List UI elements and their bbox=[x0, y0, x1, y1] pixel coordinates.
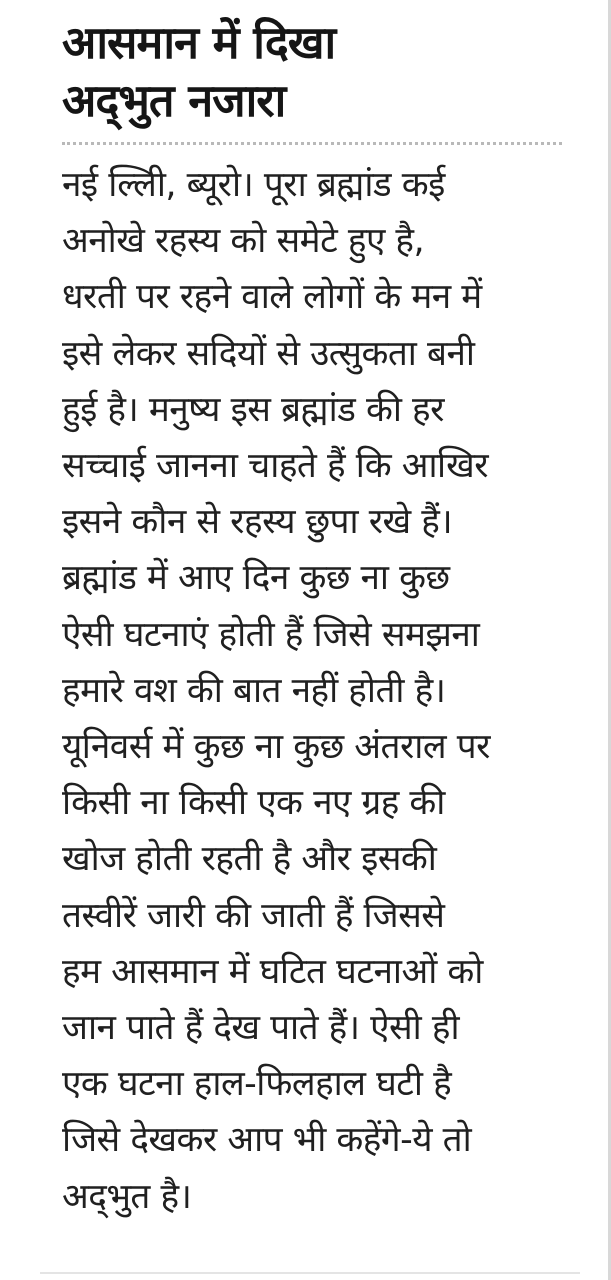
body-line: ब्रह्मांड में आए दिन कुछ ना कुछ bbox=[62, 558, 450, 599]
body-line: अनोखे रहस्य को समेटे हुए है, bbox=[62, 221, 425, 262]
body-line: हुई है। मनुष्य इस ब्रह्मांड की हर bbox=[62, 389, 444, 430]
body-line: यूनिवर्स में कुछ ना कुछ अंतराल पर bbox=[62, 727, 490, 768]
body-line: एक घटना हाल-फिलहाल घटी है bbox=[62, 1064, 452, 1105]
body-line: अद्‌भुत है। bbox=[62, 1176, 192, 1217]
body-line: इसे लेकर सदियों से उत्सुकता बनी bbox=[62, 333, 475, 374]
headline-line-1: आसमान में दिखा bbox=[62, 16, 336, 69]
body-line: ऐसी घटनाएं होती हैं जिसे समझना bbox=[62, 614, 480, 655]
body-line: जान पाते हैं देख पाते हैं। ऐसी ही bbox=[62, 1008, 460, 1049]
body-line: तस्वीरें जारी की जाती हैं जिससे bbox=[62, 895, 445, 936]
body-line: किसी ना किसी एक नए ग्रह की bbox=[62, 783, 445, 824]
headline bbox=[62, 14, 591, 130]
body-line: जिसे देखकर आप भी कहेंगे-ये तो bbox=[62, 1120, 472, 1161]
page-bottom-edge bbox=[40, 1272, 580, 1274]
body-line: हमारे वश की बात नहीं होती है। bbox=[62, 670, 446, 711]
body-line: सच्चाई जानना चाहते हैं कि आखिर bbox=[62, 446, 489, 487]
body-line: इसने कौन से रहस्य छुपा रखे हैं। bbox=[62, 502, 453, 543]
body-line: हम आसमान में घटित घटनाओं को bbox=[62, 951, 483, 992]
body-line: नई ल्लिी, ब्यूरो। पूरा ब्रह्मांड कई bbox=[62, 165, 445, 205]
article-body bbox=[62, 157, 591, 1225]
dotted-divider bbox=[62, 142, 562, 145]
headline-line-2: अद्‌भुत नजारा bbox=[62, 74, 286, 127]
body-line: धरती पर रहने वाले लोगों के मन में bbox=[62, 277, 482, 318]
body-line: खोज होती रहती है और इसकी bbox=[62, 839, 437, 880]
